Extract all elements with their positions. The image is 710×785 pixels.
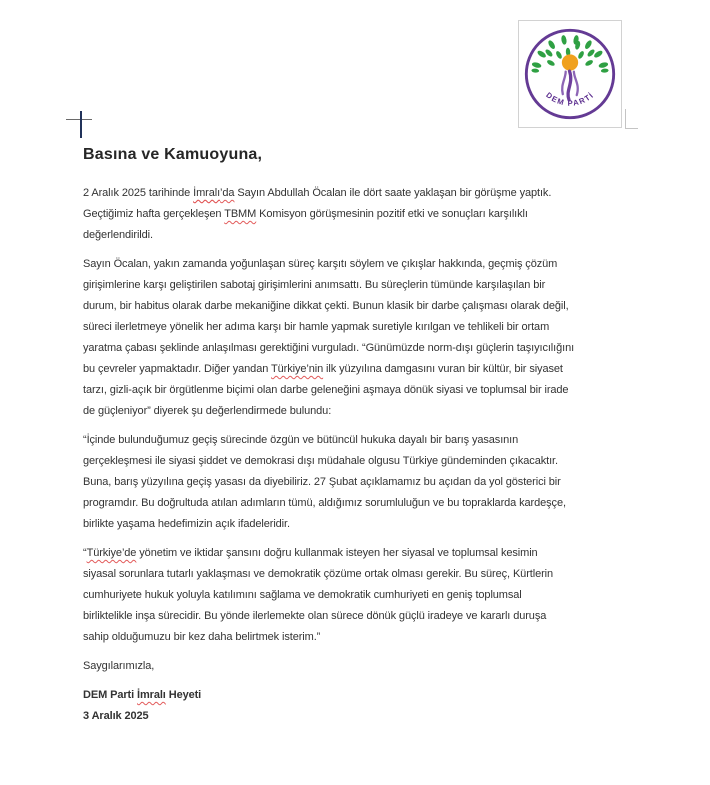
sun-icon xyxy=(562,54,578,70)
text-line: süreci ilerletmeye yönelik her adıma karşı bir hamle yapmak suretiyle kırılgan ve tehlikeli bir ortam xyxy=(83,321,550,333)
spellcheck-underline: İmralı’da xyxy=(193,187,235,199)
left-margin-mark xyxy=(66,119,92,120)
text-line: tarzı, gizli-açık bir örgütlenme biçimi olan darbe geleneğini aşmaya dönük siyasi ve toplumsal bir irade xyxy=(83,384,569,396)
paragraph-signature xyxy=(83,685,635,727)
text-line: birlikte yaşama hedefimizin açık ifadeleridir. xyxy=(83,518,290,530)
text-line: DEM Parti İmralı Heyeti xyxy=(83,689,202,701)
paragraph-quote-governance xyxy=(83,543,635,648)
text-line: Buna, barış yüzyılına geçiş yasası da diyebiliriz. 27 Şubat açıklamamız bu açıdan da yol gösterici bir xyxy=(83,476,561,488)
spellcheck-underline: TBMM xyxy=(224,208,257,220)
letter-title: Basına ve Kamuoyuna, xyxy=(83,146,263,163)
text-line: 2 Aralık 2025 tarihinde İmralı’da Sayın Abdullah Öcalan ile dört saate yaklaşan bir görüşme yaptık. xyxy=(83,187,552,199)
logo-party-name: DEM PARTİ xyxy=(544,90,596,108)
paragraph-intro xyxy=(83,183,635,246)
dem-parti-logo-graphic xyxy=(522,26,618,122)
letter-content xyxy=(83,146,635,735)
spellcheck-underline: Türkiye’nin xyxy=(271,363,324,375)
text-line: “İçinde bulunduğumuz geçiş sürecinde özgün ve bütüncül hukuka dayalı bir barış yasasının xyxy=(83,434,519,446)
text-line: bu çevreler yapmaktadır. Diğer yandan Türkiye’nin ilk yüzyılına damgasını vuran bir kültür, bir siyaset xyxy=(83,363,563,375)
text-line: sahip olduğumuzu bir kez daha belirtmek isterim.” xyxy=(83,631,321,643)
text-line: yaratma çabası şeklinde anlaşılması gerektiğini vurguladı. “Günümüzde norm-dışı güçlerin taşıyıcılığını xyxy=(83,342,575,354)
text-line: durum, bir habitus olarak darbe mekaniğine dikkat çekti. Bunun klasik bir darbe çalışması olarak değil, xyxy=(83,300,569,312)
text-line: değerlendirildi. xyxy=(83,229,153,241)
spellcheck-underline: İmralı xyxy=(193,187,221,199)
text-line: “Türkiye’de yönetim ve iktidar şansını doğru kullanmak isteyen her siyasal ve toplumsal kesimin xyxy=(83,547,538,559)
spellcheck-underline: İmralı xyxy=(137,689,166,701)
text-line: siyasal sorunlara tutarlı yaklaşması ve demokratik çözüme ortak olması gerekir. Bu süreç, Kürtlerin xyxy=(83,568,554,580)
paragraph-ocalan-assessment xyxy=(83,254,635,422)
text-line: cumhuriyete hukuk yoluyla katılımını sağlama ve demokratik cumhuriyeti en geniş toplumsal xyxy=(83,589,522,601)
text-line: de güçleniyor” diyerek şu değerlendirmede bulundu: xyxy=(83,405,332,417)
text-line: girişimlerine karşı geliştirilen sabotaj girişimlerini anımsattı. Bu süreçlerin tümünde karşılaşılan bir xyxy=(83,279,546,291)
spellcheck-underline: Türkiye’de xyxy=(86,547,137,559)
text-cursor xyxy=(80,111,82,138)
paragraph-quote-peace-law xyxy=(83,430,635,535)
text-line: programdır. Bu doğrultuda atılan adımların tümü, aldığımız sorumluluğun ve bu topraklarda kardeşçe, xyxy=(83,497,566,509)
right-margin-mark-vertical xyxy=(625,109,626,129)
text-line: gerçekleşmesi ile siyasi şiddet ve demokrasi dışı müdahale olgusu Türkiye gündeminden çıkacaktır. xyxy=(83,455,558,467)
text-line: 3 Aralık 2025 xyxy=(83,710,149,722)
text-line: Saygılarımızla, xyxy=(83,660,155,672)
text-line: Geçtiğimiz hafta gerçekleşen TBMM Komisyon görüşmesinin pozitif etki ve sonuçları karşılıklı xyxy=(83,208,528,220)
text-line: birliktelikle inşa sürecidir. Bu yönde ilerlemekte olan sürece dönük güçlü iradeye ve kararlı duruşa xyxy=(83,610,547,622)
paragraphs xyxy=(83,183,635,727)
text-line: Sayın Öcalan, yakın zamanda yoğunlaşan süreç karşıtı söylem ve çıkışlar hakkında, geçmiş çözüm xyxy=(83,258,558,270)
paragraph-salutation xyxy=(83,656,635,677)
dem-parti-logo xyxy=(518,20,622,128)
right-margin-mark-horizontal xyxy=(625,128,638,129)
